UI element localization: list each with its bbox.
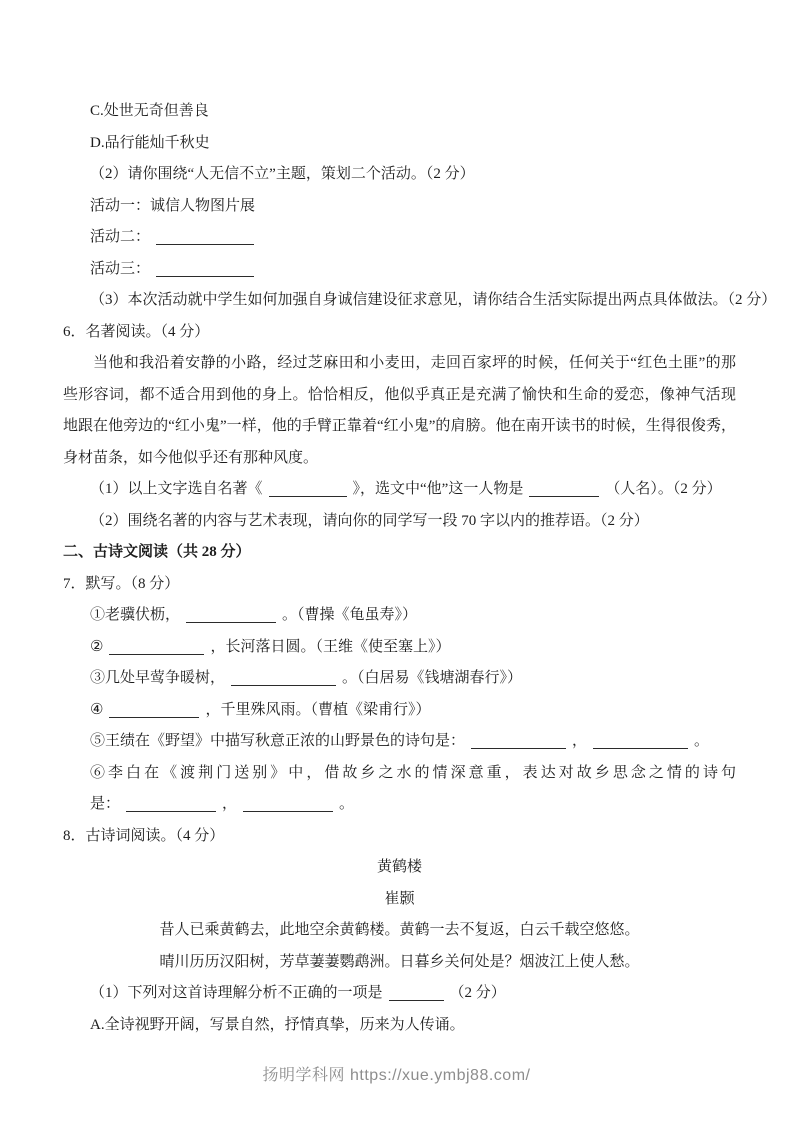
q7-item3-post: 。（白居易《钱塘湖春行》）	[342, 670, 523, 686]
q7-heading: 7．默写。（8 分）	[63, 575, 180, 592]
q5-activity2-answer-blank	[156, 230, 254, 245]
q7-item2	[63, 632, 736, 664]
q5-option-d: D.品行能灿千秋史	[90, 134, 210, 151]
q8-part1-answer-blank	[389, 986, 444, 1001]
q5-option-c: C.处世无奇但善良	[90, 103, 209, 119]
q7-item6-mid: ，	[222, 796, 238, 812]
q6-heading: 6．名著阅读。（4 分）	[63, 323, 210, 340]
q5-part3-prompt: （3）本次活动就中学生如何加强自身诚信建设征求意见，请你结合生活实际提出两点具体做法。（2 分）	[90, 292, 777, 308]
q7-item1-answer-blank	[186, 608, 276, 623]
q6-part1-pre: （1）以上文字选自名著《	[90, 481, 263, 497]
q7-item3-pre: ③几处早莺争暖树，	[90, 670, 226, 686]
q7-item1-pre: ①老骥伏枥，	[90, 607, 181, 623]
q5-activity1: 活动一：诚信人物图片展	[90, 197, 256, 214]
q8-heading: 8．古诗词阅读。（4 分）	[63, 827, 225, 844]
q5-activity3-label: 活动三：	[90, 260, 151, 277]
q8-option-a: A.全诗视野开阔，写景自然，抒情真挚，历来为人传诵。	[90, 1016, 465, 1033]
q7-item4-answer-blank	[109, 703, 199, 718]
q5-activity3-answer-blank	[156, 262, 254, 277]
q8-part1	[63, 978, 736, 1010]
q6-person-name-blank	[529, 482, 599, 497]
q5-part2-prompt: （2）请你围绕“人无信不立”主题，策划二个活动。（2 分）	[90, 166, 475, 182]
q8-poem-author: 崔颢	[384, 890, 415, 907]
q7-item5	[63, 726, 736, 758]
q8-poem-line1: 昔人已乘黄鹤去，此地空余黄鹤楼。黄鹤一去不复返，白云千载空悠悠。	[159, 922, 640, 938]
q7-item1-post: 。（曹操《龟虽寿》）	[282, 607, 418, 623]
q7-item2-post: ，长河落日圆。（王维《使至塞上》）	[210, 638, 451, 655]
exam-page-content	[63, 96, 777, 1041]
q7-item5-post: 。	[694, 733, 710, 749]
q7-item6-answer-blank-1	[126, 797, 216, 812]
q7-item4-post: ，千里殊风雨。（曹植《梁甫行》）	[205, 701, 431, 718]
q7-item6-post: 。	[339, 796, 355, 812]
q7-item6-answer-blank-2	[243, 797, 333, 812]
q7-item1	[63, 600, 736, 632]
q6-passage: 当他和我沿着安静的小路，经过芝麻田和小麦田，走回百家坪的时候，任何关于“红色土匪”的那些形容词，都不适合用到他的身上。恰恰相反，他似乎真正是充满了愉快和生命的爱恋，像神气活现地跟在他旁边的“红小鬼”一样，他的手臂正靠着“红小鬼”的肩膀。他在南开读书的时候，生得很俊秀，身材苗条，如今他似乎还有那种风度。	[63, 355, 736, 466]
section2-heading: 二、古诗文阅读（共 28 分）	[63, 544, 251, 560]
watermark-footer	[0, 1062, 793, 1085]
q6-book-title-blank	[269, 482, 347, 497]
q7-item4-pre: ④	[90, 701, 104, 718]
q8-poem-line2: 晴川历历汉阳树，芳草萋萋鹦鹉洲。日暮乡关何处是？烟波江上使人愁。	[159, 953, 640, 970]
q7-item5-pre: ⑤王绩在《野望》中描写秋意正浓的山野景色的诗句是：	[90, 733, 466, 749]
q6-part1-post: （人名）。（2 分）	[605, 481, 722, 497]
q6-part2-prompt: （2）围绕名著的内容与艺术表现，请向你的同学写一段 70 字以内的推荐语。（2 分）	[90, 512, 649, 529]
q7-item5-answer-blank-1	[471, 734, 566, 749]
q7-item2-pre: ②	[90, 638, 104, 655]
q5-activity3	[63, 254, 736, 286]
footer-site-name: 扬明学科网	[262, 1067, 346, 1084]
q8-part1-pre: （1）下列对这首诗理解分析不正确的一项是	[90, 985, 383, 1001]
q6-part1	[63, 474, 736, 506]
q8-poem-title: 黄鹤楼	[376, 859, 422, 875]
q6-part1-mid: 》，选文中“他”这一人物是	[352, 481, 524, 497]
q7-item6-line1: ⑥李白在《渡荆门送别》中，借故乡之水的情深意重，表达对故乡思念之情的诗句	[90, 764, 736, 781]
q7-item5-answer-blank-2	[593, 734, 688, 749]
footer-site-url: https://xue.ymbj88.com/	[350, 1067, 531, 1084]
q7-item4	[63, 695, 736, 727]
q7-item6-line2	[63, 789, 736, 821]
q7-item3-answer-blank	[231, 671, 336, 686]
q5-activity2-label: 活动二：	[90, 229, 151, 245]
q7-item5-mid: ，	[572, 733, 588, 749]
q7-item2-answer-blank	[109, 640, 204, 655]
q7-item3	[63, 663, 736, 695]
q7-item6-pre: 是：	[90, 796, 121, 812]
q8-part1-post: （2 分）	[449, 985, 506, 1001]
q5-activity2	[63, 222, 736, 254]
